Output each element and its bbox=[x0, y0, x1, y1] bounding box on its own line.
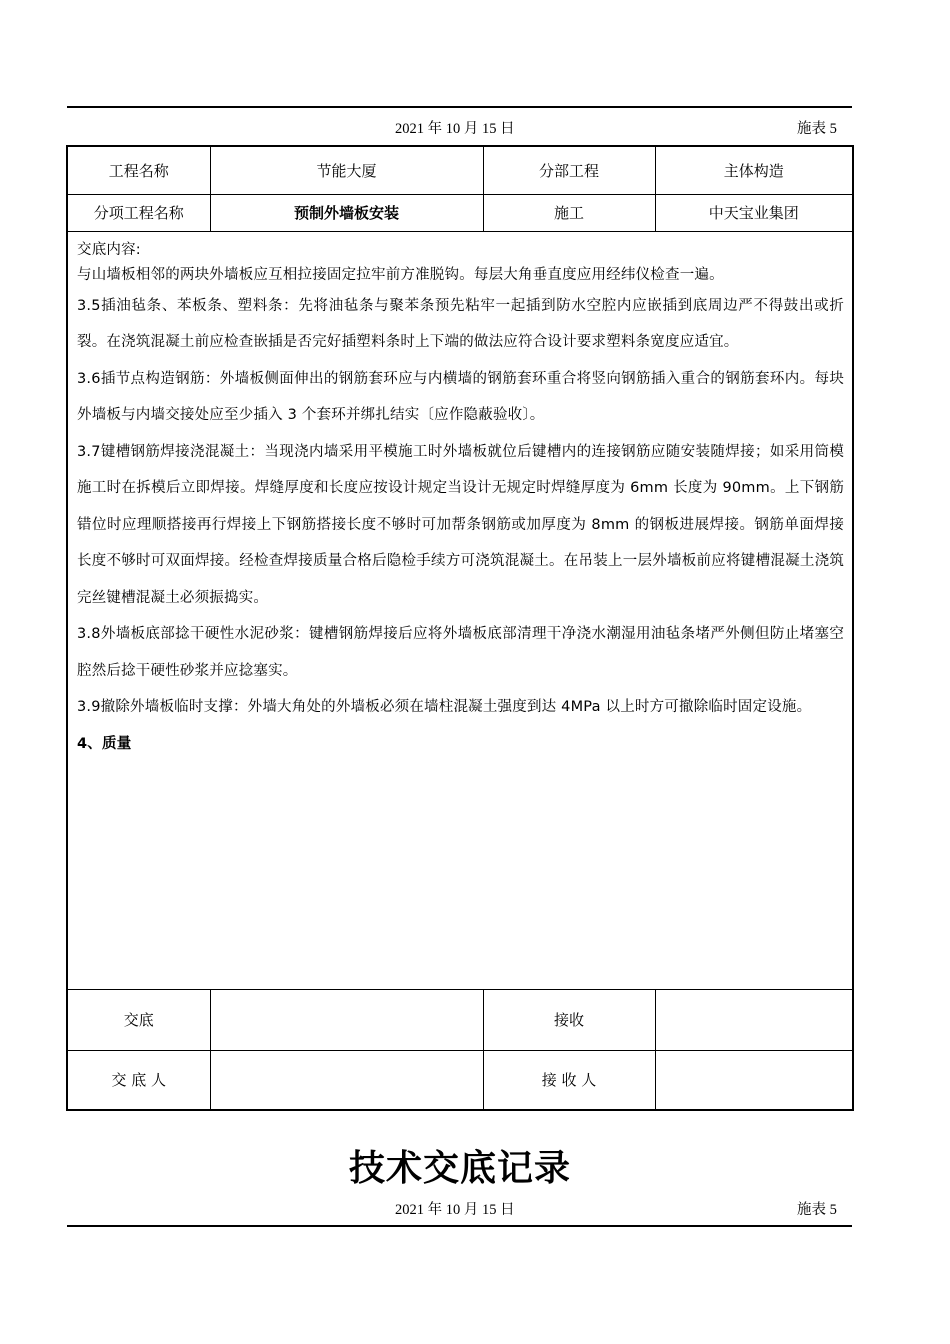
top-rule bbox=[67, 106, 852, 108]
next-page-date: 2021 年 10 月 15 日 bbox=[395, 1202, 515, 1218]
receiver-label: 接 收 人 bbox=[483, 1050, 655, 1110]
signature-row-handover bbox=[67, 989, 853, 1050]
handover-person-field[interactable] bbox=[210, 1050, 483, 1110]
division-value: 主体构造 bbox=[655, 146, 853, 194]
project-name-label: 工程名称 bbox=[67, 146, 210, 194]
next-page-form-number: 施表 5 bbox=[797, 1202, 837, 1218]
header-date: 2021 年 10 月 15 日 bbox=[395, 121, 515, 137]
construction-value: 中天宝业集团 bbox=[655, 194, 853, 231]
next-page-title: 技术交底记录 bbox=[348, 1148, 571, 1189]
handover-label: 交底 bbox=[67, 989, 210, 1050]
content-paragraph: 3.7键槽钢筋焊接浇混凝土：当现浇内墙采用平模施工时外墙板就位后键槽内的连接钢筋应随安装随焊接；如采用筒模施工时在拆模后立即焊接。焊缝厚度和长度应按设计规定当设计无规定时焊缝厚度为 6mm 长度为 90mm。上下钢筋错位时应理顺搭接再行焊接上下钢筋搭接长度不够时可加帮条钢筋或加厚度为 8mm 的钢板进展焊接。钢筋单面焊接长度不够时可双面焊接。经检查焊接质量合格后隐检手续方可浇筑混凝土。在吊装上一层外墙板前应将键槽混凝土浇筑完丝键槽混凝土必须振捣实。 bbox=[77, 443, 845, 606]
content-cell bbox=[67, 231, 853, 989]
section-quality-heading: 4、质量 bbox=[77, 735, 132, 752]
subitem-label: 分项工程名称 bbox=[67, 194, 210, 231]
content-paragraph: 3.8外墙板底部捻干硬性水泥砂浆：键槽钢筋焊接后应将外墙板底部清理干净浇水潮湿用油毡条堵严外侧但防止堵塞空腔然后捻干硬性砂浆并应捻塞实。 bbox=[77, 626, 845, 679]
subitem-value: 预制外墙板安装 bbox=[210, 194, 483, 231]
handover-person-label: 交 底 人 bbox=[67, 1050, 210, 1110]
construction-label: 施工 bbox=[483, 194, 655, 231]
content-paragraph: 3.9撤除外墙板临时支撑：外墙大角处的外墙板必须在墙柱混凝土强度到达 4MPa 以上时方可撤除临时固定设施。 bbox=[77, 699, 812, 715]
receive-label: 接收 bbox=[483, 989, 655, 1050]
receive-signature-field[interactable] bbox=[655, 989, 853, 1050]
content-paragraph: 与山墙板相邻的两块外墙板应互相拉接固定拉牢前方准脱钩。每层大角垂直度应用经纬仪检查一遍。 bbox=[77, 266, 724, 283]
content-paragraph: 3.5插油毡条、苯板条、塑料条：先将油毡条与聚苯条预先粘牢一起插到防水空腔内应嵌插到底周边严不得鼓出或折裂。在浇筑混凝土前应检查嵌插是否完好插塑料条时上下端的做法应符合设计要求塑料条宽度应适宜。 bbox=[77, 297, 845, 350]
info-row-project bbox=[67, 146, 853, 194]
header-form-number: 施表 5 bbox=[797, 121, 837, 137]
bottom-rule bbox=[67, 1225, 852, 1227]
content-paragraph: 3.6插节点构造钢筋：外墙板侧面伸出的钢筋套环应与内横墙的钢筋套环重合将竖向钢筋插入重合的钢筋套环内。每块外墙板与内墙交接处应至少插入 3 个套环并绑扎结实〔应作隐蔽验收〕。 bbox=[77, 370, 845, 423]
division-label: 分部工程 bbox=[483, 146, 655, 194]
signature-row-persons bbox=[67, 1050, 853, 1110]
content-row bbox=[67, 231, 853, 989]
project-name-value: 节能大厦 bbox=[210, 146, 483, 194]
content-heading: 交底内容: bbox=[77, 241, 141, 258]
receiver-field[interactable] bbox=[655, 1050, 853, 1110]
handover-record-table bbox=[66, 145, 854, 1111]
info-row-subitem bbox=[67, 194, 853, 231]
handover-signature-field[interactable] bbox=[210, 989, 483, 1050]
